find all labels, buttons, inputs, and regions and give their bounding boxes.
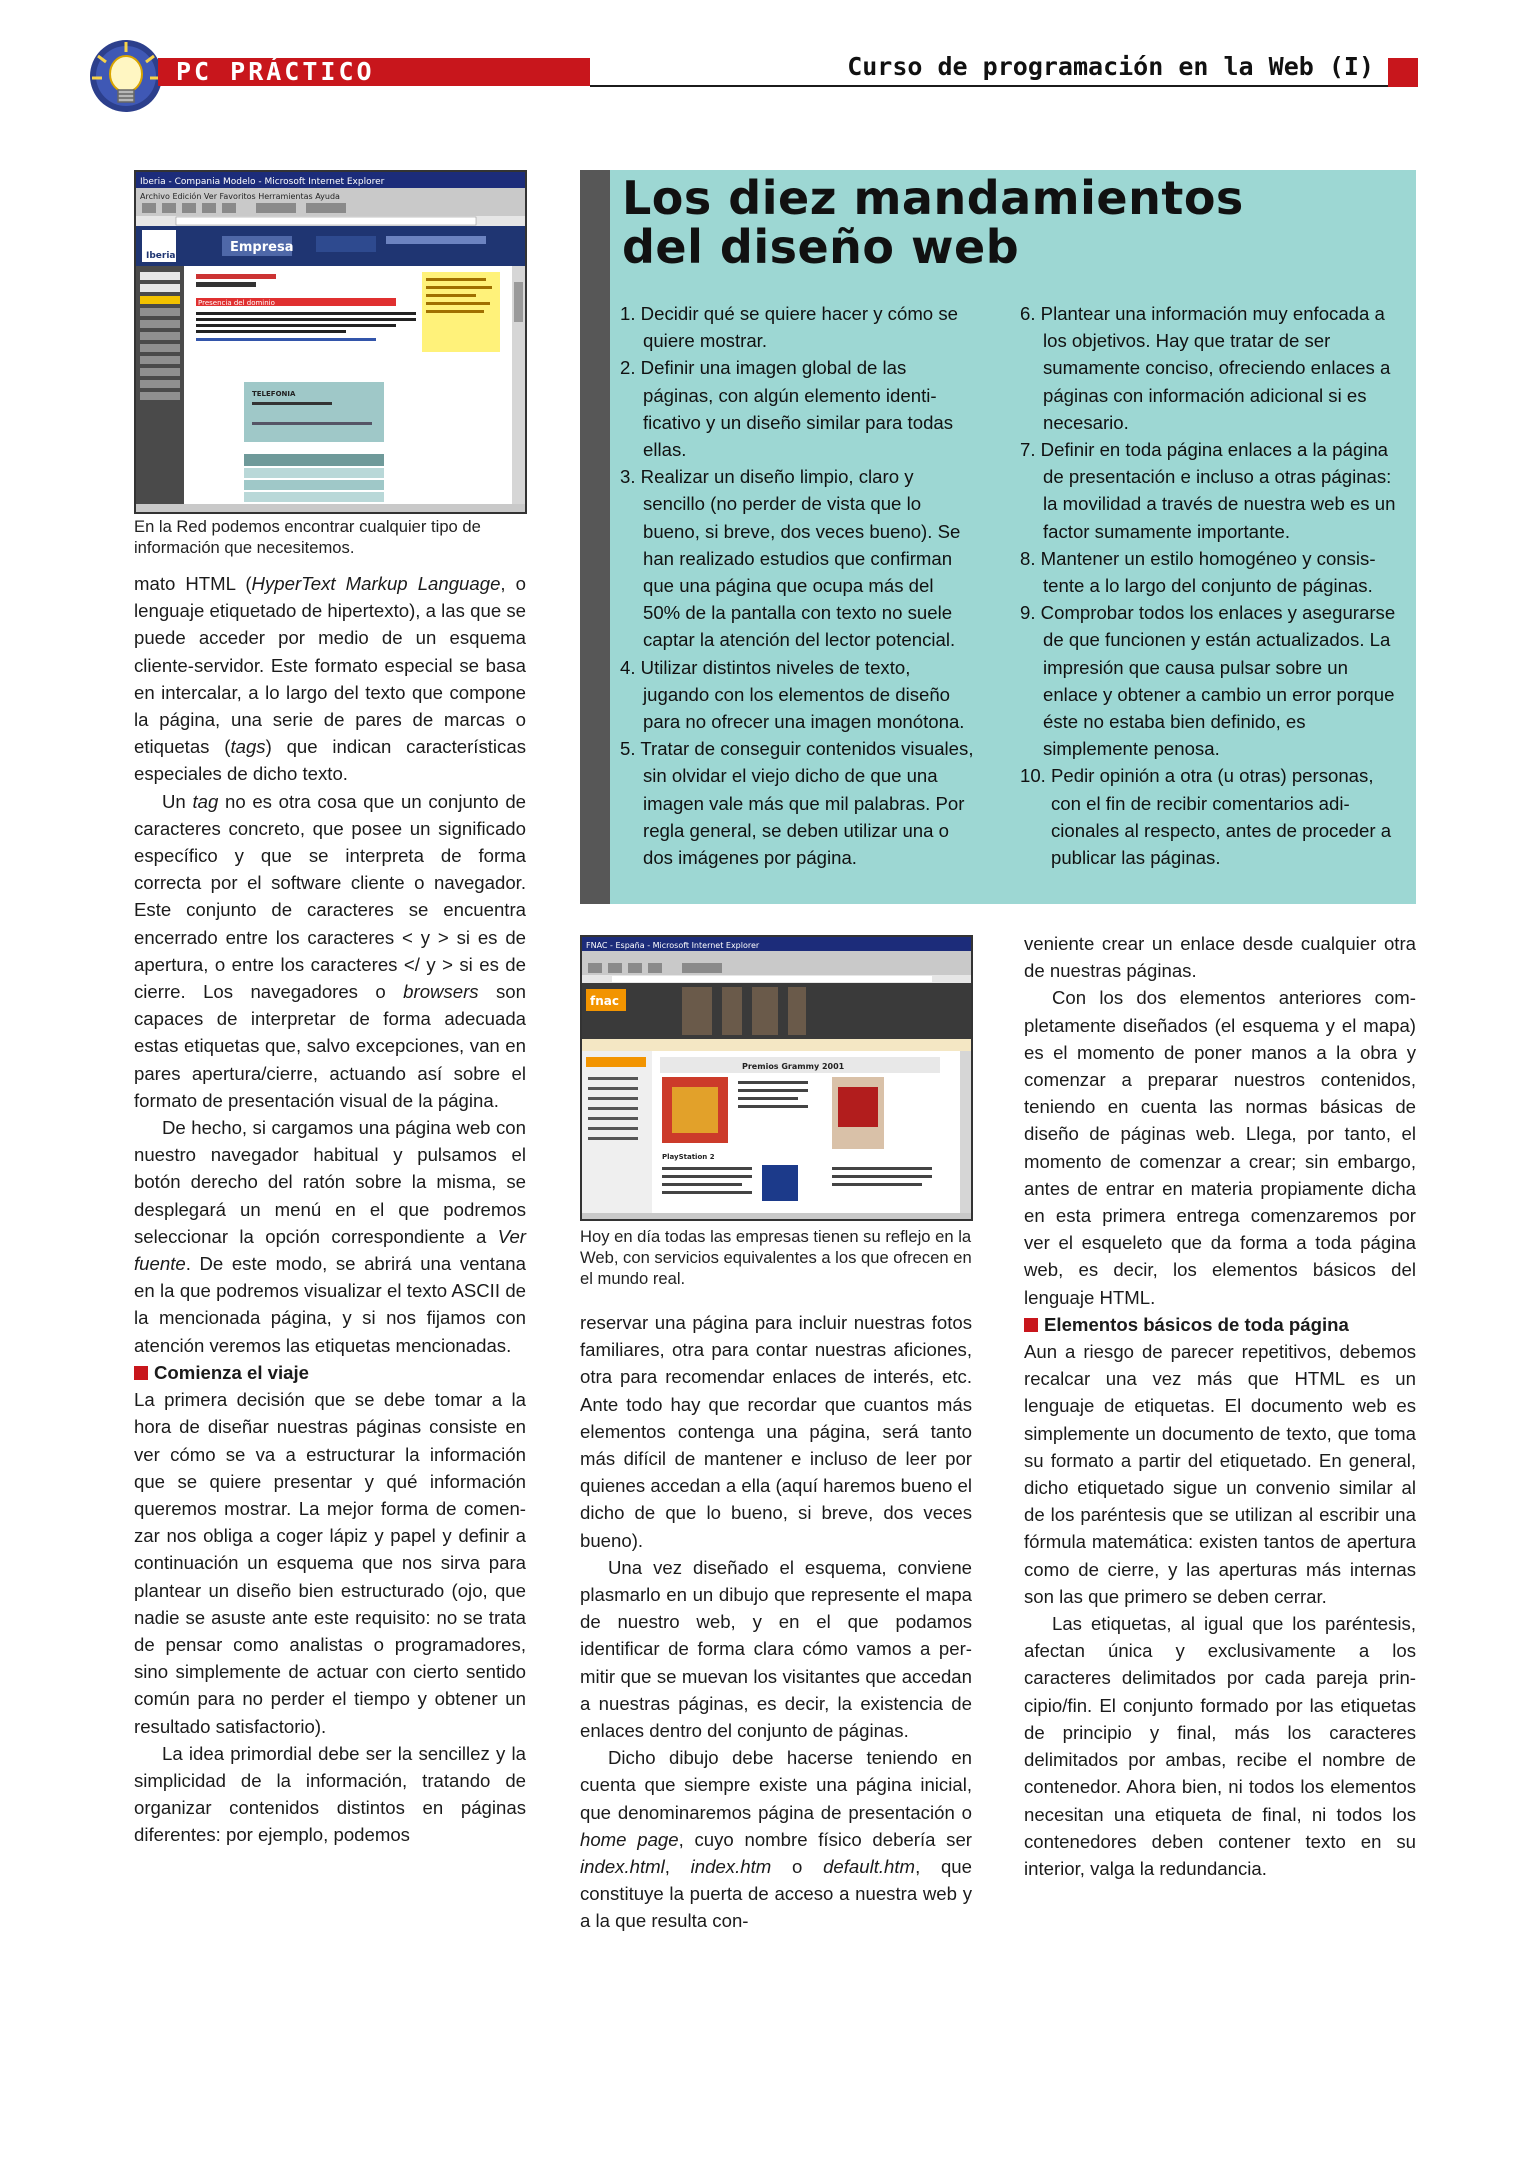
list-item: 3. Realizar un diseño limpio, claro y sencillo (no perder de vista que lo bueno, si breve, dos veces bueno). Se han realizado estudios que confirman que una página que ocupa más del 50% de la pantalla con texto no suele captar la atención del lector potencial. <box>620 466 961 651</box>
list-item: 2. Definir una imagen global de las páginas, con algún elemento identificativo y un diseño similar para todas ellas. <box>620 357 954 461</box>
header-rule <box>590 85 1396 87</box>
paragraph: Una vez diseñado el esquema, conviene plasmarlo en un dibujo que represente el mapa de nuestro web, y en el que podamos identificar de forma clara cómo vamos a permitir que se muevan los visitantes que accedan a nuestras páginas, es decir, la existencia de enlaces dentro del conjunto de páginas. <box>580 1556 972 1742</box>
figure-caption-1: En la Red podemos encontrar cualquier tipo de información que necesitemos. <box>134 517 481 557</box>
paragraph: La primera decisión que se debe tomar a la hora de diseñar nuestras páginas consiste en ver cómo se va a estructurar la información que se quiere presentar y qué información queremos mostrar. La mejor forma de comenzar nos obliga a coger lápiz y papel y definir a continuación un esquema que nos sirva para plantear un diseño bien estructurado (ojo, que nadie se asuste ante este requisito: no se trata de pensar como analistas o programadores, sino simplemente de actuar con cierto sentido común para no perder el tiempo y obtener un resultado satisfactorio). <box>134 1389 526 1737</box>
sidebar-title: Los diez mandamientos del diseño web <box>622 171 1244 274</box>
list-item: 7. Definir en toda página enlaces a la página de presentación e incluso a otras páginas: la movilidad a través de nuestra web es un factor sumamente importante. <box>1020 439 1396 542</box>
browser-window-illustration <box>582 937 971 1219</box>
paragraph: De hecho, si cargamos una página web con nuestro navegador habitual y pulsamos el botón derecho del ratón sobre la misma, se desplegará un menú en el que podremos seleccionar la opción correspondiente a Ver fuente. De este modo, se abrirá una ventana en la que podremos visualizar el texto ASCII de la mencionada página, y si nos fijamos con atención veremos las etiquetas mencionadas. <box>134 1117 526 1356</box>
paragraph: Un tag no es otra cosa que un conjunto de caracteres concreto, que posee un significado específico y que se interpreta de forma correcta por el software cliente o navegador. Este conjunto de caracteres se encuentra encerrado entre los caracteres < y > si es de apertura, o entre los caracteres </ y > si es de cierre. Los navegadores o browsers son capaces de interpretar de forma adecuada estas etiquetas que, salvo excepciones, van en pares apertura/cierre, actuando así sobre el formato de presentación visual de la página. <box>134 790 527 1111</box>
figure-screenshot-1 <box>134 170 527 514</box>
list-item: 10. Pedir opinión a otra (u otras) personas, con el fin de recibir comentarios adicionales al respecto, antes de proceder a publicar las páginas. <box>1020 765 1392 869</box>
table-label: TELEFONIA <box>252 390 296 398</box>
red-square-icon <box>1024 1318 1038 1332</box>
paragraph: reservar una página para incluir nuestras fotos familiares, otra para contar nuestras aficiones, otra para recomendar enlaces de interés, etc. Ante todo hay que recordar que cuantos más elementos contenga una página, será tanto más difícil de mantener e incluso de leer por quienes accedan a ella (aquí haremos bueno el dicho de que lo bueno, si breve, dos veces bueno). <box>580 1312 972 1551</box>
window-title: Iberia - Compania Modelo - Microsoft Internet Explorer <box>140 177 385 187</box>
paragraph: Con los dos elementos anteriores completamente diseñados (el esquema y el mapa) es el momento de poner manos a la obra y comenzar a preparar nuestros contenidos, teniendo en cuenta las normas básicas de diseño de páginas web. Llega, por tanto, el momento de comenzar a crear; sin embargo, antes de entrar en materia propiamente dicha en esta primera entrega comenzaremos por ver el esqueleto que da forma a toda página web, es decir, los elementos básicos del lenguaje HTML. <box>1024 987 1416 1308</box>
banner-text: Empresa <box>230 240 294 255</box>
subheading: Comienza el viaje <box>134 1359 526 1386</box>
column-3 <box>1024 930 1416 1882</box>
column-2 <box>580 1309 972 1935</box>
sidebar-accent-bar <box>580 170 610 904</box>
paragraph: Dicho dibujo debe hacerse teniendo en cuenta que siempre existe una página inicial, que denominaremos página de presentación o home page, cuyo nombre físico debería ser index.html, index.htm o default.htm, que constituye la puerta de acceso a nuestra web y a la que resulta con- <box>580 1747 973 1932</box>
section-label: PC PRÁCTICO <box>176 57 375 86</box>
paragraph: Aun a riesgo de parecer repetitivos, debemos recalcar una vez más que HTML es un lenguaje de etiquetas. El documento web es simplemente un documento de texto, que toma su formato a partir del etiquetado. En general, dicho etiquetado sigue un convenio similar al de los paréntesis que se utilizan al escribir una fórmula matemática: existen tantos de apertura como de cierre, y las aperturas más internas son las que primero se deben cerrar. <box>1024 1341 1416 1607</box>
list-item: 8. Mantener un estilo homogéneo y consistente a lo largo del conjunto de páginas. <box>1020 547 1376 597</box>
browser-window-illustration <box>136 172 525 512</box>
commandments-list-left <box>620 300 975 871</box>
paragraph: veniente crear un enlace desde cualquier otra de nuestras páginas. <box>1024 933 1416 982</box>
paragraph: Las etiquetas, al igual que los paréntesis, afectan única y exclusivamente a los caracteres delimitados por cada pareja principio/fin. El conjunto formado por las etiquetas de principio y final, más los caracteres delimitados por ambas, recibe el nombre de contenedor. Ahora bien, ni todos los elementos necesitan una etiqueta de final, ni todos los contenedores deben contener texto en su interior, valga la redundancia. <box>1024 1613 1416 1879</box>
logo-text: fnac <box>590 994 619 1008</box>
commandments-list-right <box>1020 300 1405 871</box>
course-title: Curso de programación en la Web (I) <box>847 52 1374 81</box>
figure-caption-2: Hoy en día todas las empresas tienen su reflejo en la Web, con servicios equivalentes a los que ofrecen en el mundo real. <box>580 1227 972 1288</box>
window-title: FNAC - España - Microsoft Internet Explorer <box>586 941 760 950</box>
list-item: 6. Plantear una información muy enfocada a los objetivos. Hay que tratar de ser sumamente conciso, ofreciendo enlaces a páginas con información adicional si es necesario. <box>1020 303 1391 433</box>
column-1 <box>134 570 526 1849</box>
page-header <box>88 38 1418 94</box>
header-square <box>1388 58 1418 87</box>
sidebar-box <box>580 170 1416 904</box>
list-item: 5. Tratar de conseguir contenidos visuales, sin olvidar el viejo dicho de que una imagen vale más que mil palabras. Por regla general, se deben utilizar una o dos imágenes por página. <box>620 738 974 869</box>
menu-bar: Archivo Edición Ver Favoritos Herramientas Ayuda <box>140 192 340 201</box>
list-item: 1. Decidir qué se quiere hacer y cómo se quiere mostrar. <box>620 303 958 352</box>
subheading: Elementos básicos de toda página <box>1024 1311 1416 1338</box>
red-square-icon <box>134 1366 148 1380</box>
feature-text: Premios Grammy 2001 <box>742 1062 845 1071</box>
list-item: 9. Comprobar todos los enlaces y asegurarse de que funcionen y están actualizados. La impresión que causa pulsar sobre un enlace y obtener a cambio un error porque éste no estaba bien definido, es simplemente penosa. <box>1020 602 1396 760</box>
page-heading: Presencia del dominio <box>198 299 275 307</box>
logo-text: Iberia <box>146 251 176 261</box>
product-text: PlayStation 2 <box>662 1153 715 1161</box>
paragraph: La idea primordial debe ser la sencillez y la simplicidad de la información, tratando de organizar contenidos distintos en páginas diferentes: por ejemplo, podemos <box>134 1742 526 1846</box>
paragraph: mato HTML (HyperText Markup Language, o lenguaje etiquetado de hipertexto), a las que se puede acceder por medio de un esquema cliente-servidor. Este formato especial se basa en intercalar, a lo largo del texto que compone la página, una serie de pares de marcas o etiquetas (tags) que indican características especiales de dicho texto. <box>134 573 526 785</box>
list-item: 4. Utilizar distintos niveles de texto, jugando con los elementos de diseño para no ofrecer una imagen monótona. <box>620 656 965 733</box>
figure-screenshot-2 <box>580 935 973 1221</box>
